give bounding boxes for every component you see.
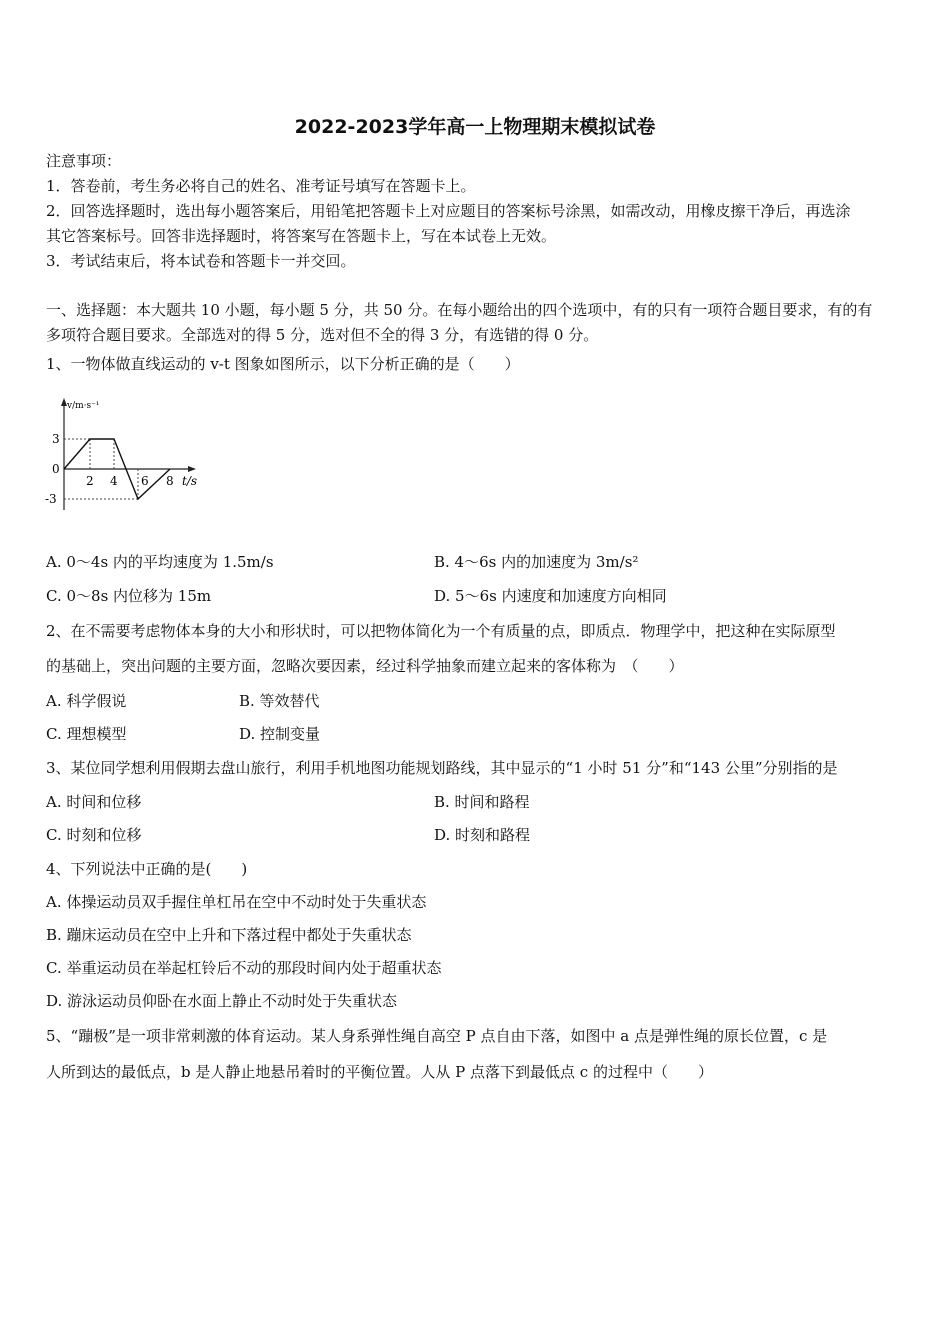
- question-4-stem: 4、下列说法中正确的是( ): [46, 860, 248, 878]
- y-tick-0: 0: [52, 462, 60, 476]
- notice-item-1: 1．答卷前，考生务必将自己的姓名、准考证号填写在答题卡上。: [46, 177, 476, 195]
- y-tick-neg3: -3: [45, 492, 57, 506]
- question-2-line-2: 的基础上，突出问题的主要方面，忽略次要因素，经过科学抽象而建立起来的客体称为 （ ）: [46, 657, 684, 675]
- q1-option-d: D. 5～6s 内速度和加速度方向相同: [434, 587, 667, 605]
- q1-option-b: B. 4～6s 内的加速度为 3m/s²: [434, 553, 639, 571]
- vt-graph: [44, 392, 214, 522]
- q2-option-c: C. 理想模型: [46, 725, 127, 743]
- x-tick-4: 4: [110, 474, 118, 488]
- q3-option-d: D. 时刻和路程: [434, 826, 531, 844]
- q2-option-b: B. 等效替代: [239, 692, 320, 710]
- x-tick-8: 8: [166, 474, 174, 488]
- q4-option-d: D. 游泳运动员仰卧在水面上静止不动时处于失重状态: [46, 992, 398, 1010]
- x-axis-label: t/s: [182, 474, 198, 488]
- y-tick-3: 3: [52, 432, 60, 446]
- q1-option-a: A. 0～4s 内的平均速度为 1.5m/s: [46, 553, 274, 571]
- question-5-line-1: 5、“蹦极”是一项非常刺激的体育运动。某人身系弹性绳自高空 P 点自由下落，如图中 a 点是弹性绳的原长位置，c 是: [46, 1027, 828, 1045]
- question-1-stem: 1、一物体做直线运动的 v-t 图象如图所示，以下分析正确的是（ ）: [46, 355, 520, 373]
- notice-item-3: 3．考试结束后，将本试卷和答题卡一并交回。: [46, 252, 356, 270]
- x-tick-2: 2: [86, 474, 94, 488]
- notice-item-2-line-2: 其它答案标号。回答非选择题时，将答案写在答题卡上，写在本试卷上无效。: [46, 227, 557, 245]
- notice-item-2-line-1: 2．回答选择题时，选出每小题答案后，用铅笔把答题卡上对应题目的答案标号涂黑，如需改动，用橡皮擦干净后，再选涂: [46, 202, 851, 220]
- q3-option-a: A. 时间和位移: [46, 793, 142, 811]
- q3-option-b: B. 时间和路程: [434, 793, 530, 811]
- q4-option-c: C. 举重运动员在举起杠铃后不动的那段时间内处于超重状态: [46, 959, 442, 977]
- question-5-line-2: 人所到达的最低点，b 是人静止地悬吊着时的平衡位置。人从 P 点落下到最低点 c 的过程中（ ）: [46, 1063, 713, 1081]
- q1-option-c: C. 0～8s 内位移为 15m: [46, 587, 212, 605]
- x-axis-arrow: [188, 466, 196, 472]
- q4-option-b: B. 蹦床运动员在空中上升和下落过程中都处于失重状态: [46, 926, 412, 944]
- question-3-stem: 3、某位同学想利用假期去盘山旅行，利用手机地图功能规划路线，其中显示的“1 小时 51 分”和“143 公里”分别指的是: [46, 759, 838, 777]
- question-2-line-1: 2、在不需要考虑物体本身的大小和形状时，可以把物体简化为一个有质量的点，即质点．物理学中，把这种在实际原型: [46, 622, 836, 640]
- y-axis-label: v/m·s⁻¹: [67, 401, 100, 411]
- q2-option-a: A. 科学假说: [46, 692, 127, 710]
- x-tick-6: 6: [141, 474, 149, 488]
- q2-option-d: D. 控制变量: [239, 725, 321, 743]
- section-instructions-line-1: 一、选择题：本大题共 10 小题，每小题 5 分，共 50 分。在每小题给出的四个选项中，有的只有一项符合题目要求，有的有: [46, 301, 873, 319]
- q3-option-c: C. 时刻和位移: [46, 826, 142, 844]
- section-instructions-line-2: 多项符合题目要求。全部选对的得 5 分，选对但不全的得 3 分，有选错的得 0 分。: [46, 326, 599, 344]
- q4-option-a: A. 体操运动员双手握住单杠吊在空中不动时处于失重状态: [46, 893, 427, 911]
- page-title: 2022-2023学年高一上物理期末模拟试卷: [294, 116, 656, 138]
- notice-heading: 注意事项：: [46, 152, 122, 170]
